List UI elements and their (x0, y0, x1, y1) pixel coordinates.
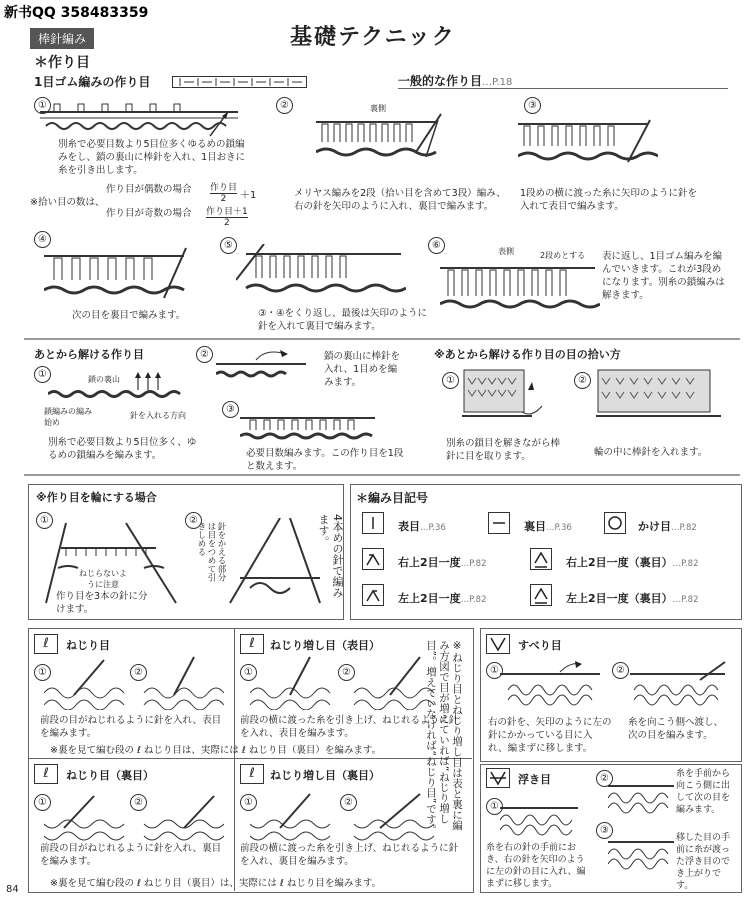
symbol-ssk-ref: …P.82 (460, 559, 487, 569)
prov-step-1-text: 別糸で必要目数より5目位多く、ゆるめの鎖編みを編みます。 (48, 437, 197, 461)
cast-on-heading: ＊作り目 (34, 55, 90, 71)
symbol-yarn-over-label: かけ目 (638, 520, 671, 533)
round-note-twist: ねじらないように注意 (79, 569, 127, 589)
ssk-symbol-icon (362, 548, 384, 570)
step-6-text: 表に返し、1目ゴム編みを編んでいきます。これが3段めになります。別糸の鎖編みは解きます。 (602, 251, 725, 301)
round-step-1-badge: ① (36, 512, 53, 529)
twisted-inc-illustration (250, 655, 450, 710)
step-1-text: 別糸で必要目数より5目位多くゆるめの鎖編みをし、鎖の裏山に棒針を入れ、1目おきに糸を引き出します。 (58, 139, 246, 176)
page-number: 84 (6, 884, 19, 895)
step-3-badge: ③ (524, 97, 541, 114)
general-cast-on-page: …P.18 (482, 77, 513, 88)
twisted-knit-badge-1: ① (34, 664, 51, 681)
twisted-purl-note-b: ねじり目（裏目）は、実際には (143, 878, 277, 889)
float-step-1-illustration (500, 800, 580, 840)
symbol-knit-label: 表目 (398, 520, 420, 533)
twisted-knit-text: 前段の目がねじれるように針を入れ、表目を編みます。 (40, 715, 222, 739)
twisted-inc-knit-icon: ℓ (240, 634, 264, 654)
formula-prefix: ※拾い目の数は、 (30, 197, 105, 208)
twisted-knit-note: ※裏を見て編む段の ℓ ねじり目は、実際には ℓ ねじり目（裏目）を編みます。 (50, 745, 382, 756)
step-2-badge: ② (276, 97, 293, 114)
formula-fraction-1 (210, 180, 237, 204)
ssk-purl-symbol-icon (530, 548, 552, 570)
symbol-k2tog (398, 590, 486, 606)
general-cast-on-ref (398, 72, 512, 89)
twisted-inc-purl-icon: ℓ (240, 764, 264, 784)
section-separator-1 (24, 338, 740, 340)
pick-step-1-illustration (462, 368, 552, 428)
step-5-illustration (236, 244, 406, 304)
prov-step-2-badge: ② (196, 346, 213, 363)
pick-step-1-text: 別糸の鎖目を解きながら棒針に目を取ります。 (446, 438, 561, 462)
k2tog-symbol-icon (362, 584, 384, 606)
round-step-2-illustration (220, 518, 330, 608)
twisted-knit-icon: ℓ (34, 634, 58, 654)
float-badge-2: ② (596, 770, 613, 787)
formula-f1-numerator: 作り目 (210, 180, 237, 194)
slip-badge-2: ② (612, 662, 629, 679)
step-6-badge: ⑥ (428, 237, 445, 254)
twisted-inc-purl-title: ねじり増し目（裏目） (270, 769, 380, 782)
pick-step-1-badge: ① (442, 372, 459, 389)
symbol-ssk-purl-ref: …P.82 (672, 559, 699, 569)
prov-step-2-illustration (216, 346, 316, 386)
step-4-text: 次の目を裏目で編みます。 (72, 310, 186, 321)
twisted-purl-note: ※裏を見て編む段の ℓ ねじり目（裏目）は、実際には ℓ ねじり目を編みます。 (50, 878, 382, 889)
rib-symbol-row (172, 76, 307, 88)
step-5-text: ③・④をくり返し、最後は矢印のように針を入れて裏目で編みます。 (258, 308, 428, 332)
twisted-knit-note-c: ねじり目（裏目）を編みます。 (248, 745, 382, 756)
symbol-k2tog-purl-label: 左上2目一度（裏目） (566, 592, 673, 605)
step-1-illustration (40, 100, 240, 142)
step-6-label-a: 表側 (498, 247, 514, 256)
round-vertical-text: 4本めの針で編みます。 (317, 514, 344, 598)
step-1-badge: ① (34, 97, 51, 114)
step-3-illustration (518, 112, 658, 172)
float-step-1-text: 糸を右の針の手前におき、右の針を矢印のように左の針の目に入れ、編まずに移します。 (486, 843, 586, 889)
formula-f2-denominator: 2 (224, 218, 230, 228)
step-6-label-b: 2段めとする (540, 251, 586, 260)
round-title: ※作り目を輪にする場合 (36, 491, 157, 504)
prov-step-3-illustration (240, 404, 380, 444)
knit-symbol-icon (362, 512, 384, 534)
twisted-inc-knit-title: ねじり増し目（表目） (270, 639, 380, 652)
twisted-knit-note-a: ※裏を見て編む段の (50, 745, 134, 756)
twisted-inc-purl-badge-1: ① (240, 794, 257, 811)
prov-label-start: 鎖編みの編み始め (44, 407, 92, 427)
twisted-knit-title: ねじり目 (66, 639, 110, 652)
general-cast-on-label: 一般的な作り目 (398, 74, 483, 88)
symbol-ssk-purl (566, 554, 698, 570)
twisted-purl-badge-1: ① (34, 794, 51, 811)
formula-f1-denominator: 2 (220, 194, 227, 204)
round-step-2-note: 針をかえる部分は目をつめて引きしめる (196, 522, 226, 582)
twisted-inc-purl-badge-2: ② (340, 794, 357, 811)
symbol-knit-ref: …P.36 (420, 523, 446, 533)
twisted-inc-badge-2: ② (338, 664, 355, 681)
twisted-knit-illustration (44, 655, 224, 710)
symbol-yarn-over (638, 518, 697, 534)
slip-title: すべり目 (518, 639, 562, 652)
twisted-divider-h (28, 758, 472, 759)
step-2-text: メリヤス編みを2段（拾い目を含めて3段）編み、右の針を矢印のように入れ、裏目で編みます。 (294, 188, 506, 212)
twisted-vertical-note: ※ねじり目とねじり増し目は表と裏に編み方図で目が増えていれば“ねじり増し目”。増えていなければ“ねじり目”です。 (425, 640, 463, 835)
formula-odd-label: 作り目が奇数の場合 (106, 208, 192, 219)
symbol-k2tog-purl (566, 590, 698, 606)
twisted-purl-note-a: ※裏を見て編む段の (50, 878, 134, 889)
pick-step-2-text: 輪の中に棒針を入れます。 (594, 447, 708, 458)
step-2-illustration (316, 112, 516, 167)
symbol-purl (524, 518, 572, 534)
prov-step-3-text: 必要目数編みます。この作り目を1段と数えます。 (246, 448, 404, 472)
slip-badge-1: ① (486, 662, 503, 679)
page-title: 基礎テクニック (290, 25, 456, 50)
float-step-2-text: 糸を手前から向こう側に出して次の目を編みます。 (676, 769, 731, 815)
symbol-yarn-over-ref: …P.82 (671, 523, 697, 533)
symbol-k2tog-label: 左上2目一度 (398, 592, 461, 605)
symbol-k2tog-purl-ref: …P.82 (672, 595, 699, 605)
formula-even-label: 作り目が偶数の場合 (106, 184, 192, 195)
slip-step-2-illustration (630, 660, 730, 710)
symbol-knit (398, 518, 446, 534)
round-step-1-text: 作り目を3本の針に分けます。 (56, 591, 148, 615)
twisted-divider-v (234, 628, 235, 891)
twisted-inc-text: 前段の横に渡った糸を引き上げ、ねじれるように針を入れ、表目を編みます。 (240, 715, 459, 739)
twisted-purl-illustration (44, 788, 224, 843)
yarn-over-symbol-icon (604, 512, 626, 534)
float-badge-1: ① (486, 798, 503, 815)
general-underline (398, 88, 728, 89)
symbols-title: ＊編み目記号 (356, 491, 429, 505)
twisted-inc-badge-1: ① (240, 664, 257, 681)
pick-up-title: ※あとから解ける作り目の目の拾い方 (434, 348, 621, 361)
twisted-purl-note-c: ねじり目を編みます。 (286, 878, 382, 889)
step-5-badge: ⑤ (220, 237, 237, 254)
step-6-illustration (440, 256, 600, 312)
formula-fraction-2 (206, 204, 248, 228)
symbol-purl-ref: …P.36 (546, 523, 572, 533)
twisted-inc-purl-illustration (250, 788, 450, 843)
twisted-purl-title: ねじり目（裏目） (66, 769, 154, 782)
slip-step-2-text: 糸を向こう側へ渡し、次の目を編みます。 (628, 717, 724, 741)
prov-label-back-loop: 鎖の裏山 (88, 375, 120, 384)
float-symbol-icon (486, 768, 510, 788)
prov-step-3-badge: ③ (222, 401, 239, 418)
twisted-purl-icon: ℓ (34, 764, 58, 784)
step-4-illustration (44, 246, 204, 306)
twisted-purl-text: 前段の目がねじれるように針を入れ、裏目を編みます。 (40, 843, 222, 867)
twisted-purl-badge-2: ② (130, 794, 147, 811)
formula-f1-tail: ＋1 (240, 190, 257, 201)
slip-symbol-icon (486, 634, 510, 654)
section-separator-2 (24, 474, 740, 476)
float-step-3-illustration (608, 836, 678, 876)
slip-step-1-text: 右の針を、矢印のように左の針にかかっている目に入れ、編まずに移します。 (488, 717, 612, 754)
slip-step-1-illustration (500, 660, 610, 710)
provisional-title: あとから解ける作り目 (34, 348, 144, 361)
step-3-text: 1段めの横に渡った糸に矢印のように針を入れて表目で編みます。 (520, 188, 698, 212)
section-tab: 棒針編み (30, 28, 94, 49)
twisted-inc-purl-text: 前段の横に渡った糸を引き上げ、ねじれるように針を入れ、裏目を編みます。 (240, 843, 459, 867)
float-badge-3: ③ (596, 822, 613, 839)
formula-f2-numerator: 作り目＋1 (206, 204, 248, 218)
prov-label-direction: 針を入れる方向 (130, 411, 186, 420)
prov-step-1-badge: ① (34, 366, 51, 383)
float-step-2-illustration (608, 778, 678, 818)
float-title: 浮き目 (518, 773, 551, 786)
k2tog-purl-symbol-icon (530, 584, 552, 606)
symbol-ssk (398, 554, 486, 570)
pick-step-2-badge: ② (574, 372, 591, 389)
symbol-k2tog-ref: …P.82 (460, 595, 487, 605)
float-step-3-text: 移した目の手前に糸が渡った浮き目のでき上がりです。 (676, 833, 731, 891)
pick-step-2-illustration (596, 368, 726, 428)
step-4-badge: ④ (34, 231, 51, 248)
symbol-purl-label: 裏目 (524, 520, 546, 533)
cast-on-subheading: 1目ゴム編みの作り目 (34, 75, 151, 89)
round-step-2-badge: ② (185, 512, 202, 529)
twisted-knit-note-b: ねじり目は、実際には (143, 745, 239, 756)
prov-step-2-text: 鎖の裏山に棒針を入れ、1目めを編みます。 (324, 351, 401, 388)
symbol-ssk-label: 右上2目一度 (398, 556, 461, 569)
watermark: 新书QQ 358483359 (4, 5, 149, 21)
twisted-knit-badge-2: ② (130, 664, 147, 681)
purl-symbol-icon (488, 512, 510, 534)
step-2-label: 裏側 (370, 104, 386, 113)
symbol-ssk-purl-label: 右上2目一度（裏目） (566, 556, 673, 569)
